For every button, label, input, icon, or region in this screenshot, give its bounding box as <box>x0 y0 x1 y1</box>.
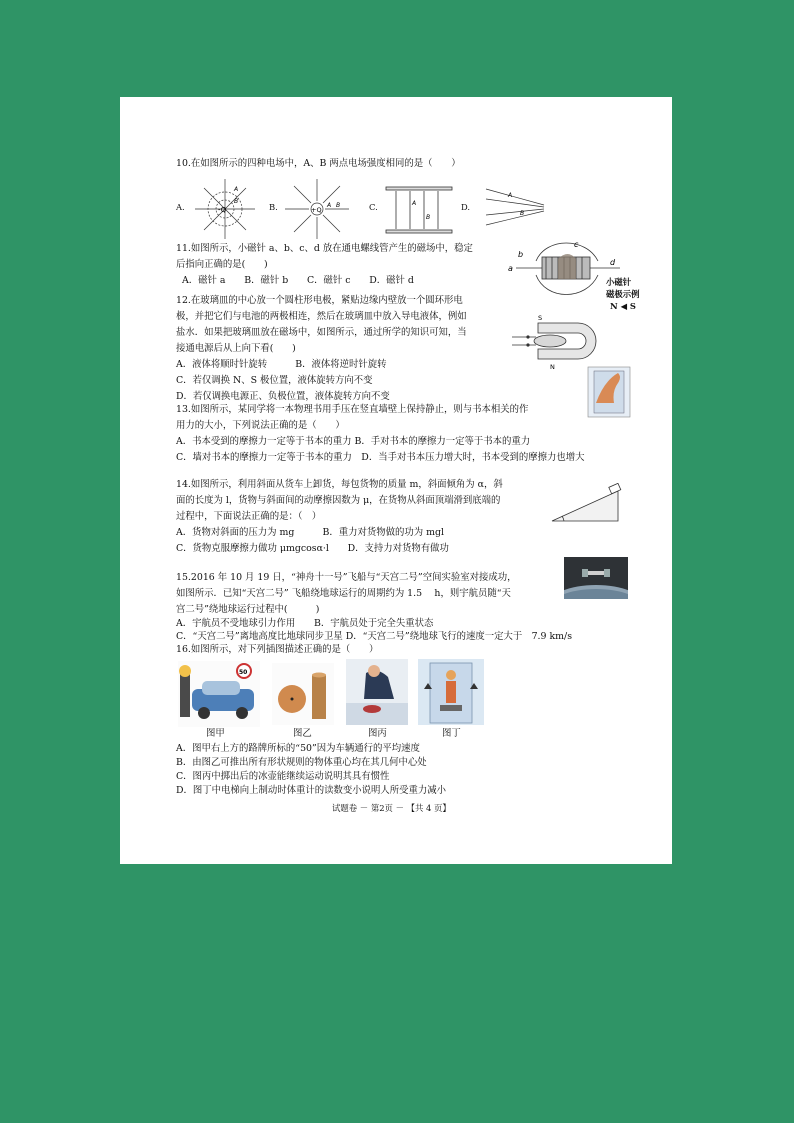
q12-stem-line4: 接通电源后从上向下看( ) <box>176 343 296 354</box>
svg-text:A: A <box>412 200 417 207</box>
svg-text:a: a <box>508 264 513 273</box>
caption-jia: 图甲 <box>206 728 225 739</box>
q13-stem-line2: 用力的大小，下列说法正确的是（ ） <box>176 420 345 431</box>
q16-option-d: D．图丁中电梯向上制动时体重计的读数变小说明人所受重力减小 <box>176 785 447 796</box>
q12-option-a-b: A．液体将顺时针旋转 B．液体将逆时针旋转 <box>176 359 387 370</box>
q10-option-b: B. <box>269 202 278 212</box>
q16-stem: 16.如图所示，对下列插图描述正确的是（ ） <box>176 644 379 655</box>
svg-text:A: A <box>234 186 239 193</box>
q11-options: A．磁针 a B．磁针 b C．磁针 c D．磁针 d <box>182 275 414 286</box>
q14-stem-line2: 面的长度为 l，货物与斜面间的动摩擦因数为 μ，在货物从斜面顶端滑到底端的 <box>176 495 501 506</box>
incline-figure <box>548 483 628 525</box>
q13-option-c-d: C．墙对书本的摩擦力一定等于书本的重力 D．当手对书本压力增大时，书本受到的摩擦力也增大 <box>176 452 585 463</box>
q13-option-a-b: A．书本受到的摩擦力一定等于书本的重力 B．手对书本的摩擦力一定等于书本的重力 <box>176 436 531 447</box>
q15-stem-line2: 如图所示．已知“天宫二号” 飞船绕地球运行的周期约为 1.5 h，则宇航员随“天 <box>176 588 511 599</box>
compass-legend-subtitle: 磁极示例 <box>606 289 640 299</box>
caption-yi: 图乙 <box>293 728 312 739</box>
spacecraft-earth-photo <box>564 557 628 599</box>
magnet-dish-figure <box>508 311 608 371</box>
svg-text:B: B <box>426 214 431 221</box>
svg-text:A: A <box>508 192 513 199</box>
q12-stem-line2: 极，并把它们与电池的两极相连，然后在玻璃皿中放入导电液体，例如 <box>176 311 467 322</box>
q12-stem-line1: 12.在玻璃皿的中心放一个圆柱形电极，紧贴边缘内壁放一个圆环形电 <box>176 295 463 306</box>
hand-pressing-book-figure <box>586 363 632 419</box>
q11-stem-line2: 后指向正确的是( ) <box>176 259 268 270</box>
q14-option-a-b: A．货物对斜面的压力为 mg B．重力对货物做的功为 mgl <box>176 527 445 538</box>
q11-stem-line1: 11.如图所示，小磁针 a、b、c、d 放在通电螺线管产生的磁场中，稳定 <box>176 243 473 254</box>
q14-stem-line1: 14.如图所示，利用斜面从货车上卸货，每包货物的质量 m，斜面倾角为 α，斜 <box>176 479 503 490</box>
caption-ding: 图丁 <box>442 728 461 739</box>
field-diagram-parallel-plates <box>384 183 454 237</box>
svg-text:N: N <box>550 363 555 371</box>
q10-option-d: D. <box>461 202 471 212</box>
field-diagram-negative-charge <box>190 177 260 241</box>
charge-label: -Q <box>218 206 227 214</box>
caption-bing: 图丙 <box>368 728 387 739</box>
q15-option-c-d: C．“天宫二号”离地高度比地球同步卫星 D．“天宫二号”绕地球飞行的速度一定大于 7.9 km/s <box>176 631 573 642</box>
figure-bing-curling-photo <box>346 659 408 725</box>
field-diagram-positive-charge <box>282 177 352 241</box>
field-diagram-converging-lines <box>484 185 546 229</box>
svg-text:b: b <box>518 250 524 259</box>
q16-option-a: A．图甲右上方的路牌所标的“50”因为车辆通行的平均速度 <box>176 743 420 754</box>
figure-jia-car-photo <box>178 661 260 727</box>
q16-option-c: C．图丙中掷出后的冰壶能继续运动说明其具有惯性 <box>176 771 390 782</box>
q10-option-a: A. <box>176 202 185 212</box>
q13-stem-line1: 13.如图所示，某同学将一本物理书用手压在竖直墙壁上保持静止，则与书本相关的作 <box>176 404 529 415</box>
svg-text:B: B <box>520 210 525 217</box>
svg-text:c: c <box>574 240 579 249</box>
svg-text:B: B <box>336 202 341 209</box>
page-footer: 试题卷 － 第2页 － 【共 4 页】 <box>332 803 451 813</box>
q14-stem-line3: 过程中，下面说法正确的是：（ ） <box>176 511 322 522</box>
q15-option-a-b: A．宇航员不受地球引力作用 B．宇航员处于完全失重状态 <box>176 618 434 629</box>
q16-option-b: B．由图乙可推出所有形状规则的物体重心均在其几何中心处 <box>176 757 427 768</box>
svg-text:d: d <box>610 258 616 267</box>
figure-ding-elevator-scale <box>418 659 484 725</box>
svg-text:S: S <box>538 314 543 322</box>
q15-stem-line1: 15.2016 年 10 月 19 日，“神舟十一号”飞船与“天宫二号”空间实验室对接成功， <box>176 572 517 583</box>
q12-stem-line3: 盐水．如果把玻璃皿放在磁场中，如图所示，通过所学的知识可知，当 <box>176 327 467 338</box>
q12-option-c: C．若仅调换 N、S 极位置，液体旋转方向不变 <box>176 375 373 386</box>
q10-stem: 10.在如图所示的四种电场中，A、B 两点电场强度相同的是（ ） <box>176 158 461 169</box>
compass-legend-title: 小磁针 <box>606 277 632 287</box>
svg-text:A: A <box>327 202 332 209</box>
speed-sign-label: 50 <box>239 669 248 676</box>
compass-legend-poles: N ◀ S <box>610 301 636 311</box>
q15-stem-line3: 宫二号”绕地球运行过程中( ) <box>176 604 320 615</box>
q12-option-d: D．若仅调换电源正、负极位置，液体旋转方向不变 <box>176 391 390 402</box>
exam-page <box>120 97 672 864</box>
svg-text:+Q: +Q <box>311 206 322 214</box>
figure-yi-sphere-cylinder <box>272 663 334 725</box>
q14-option-c-d: C．货物克服摩擦力做功 μmgcosα·l D．支持力对货物有做功 <box>176 543 449 554</box>
q10-option-c: C. <box>369 202 378 212</box>
svg-text:B: B <box>234 198 239 205</box>
